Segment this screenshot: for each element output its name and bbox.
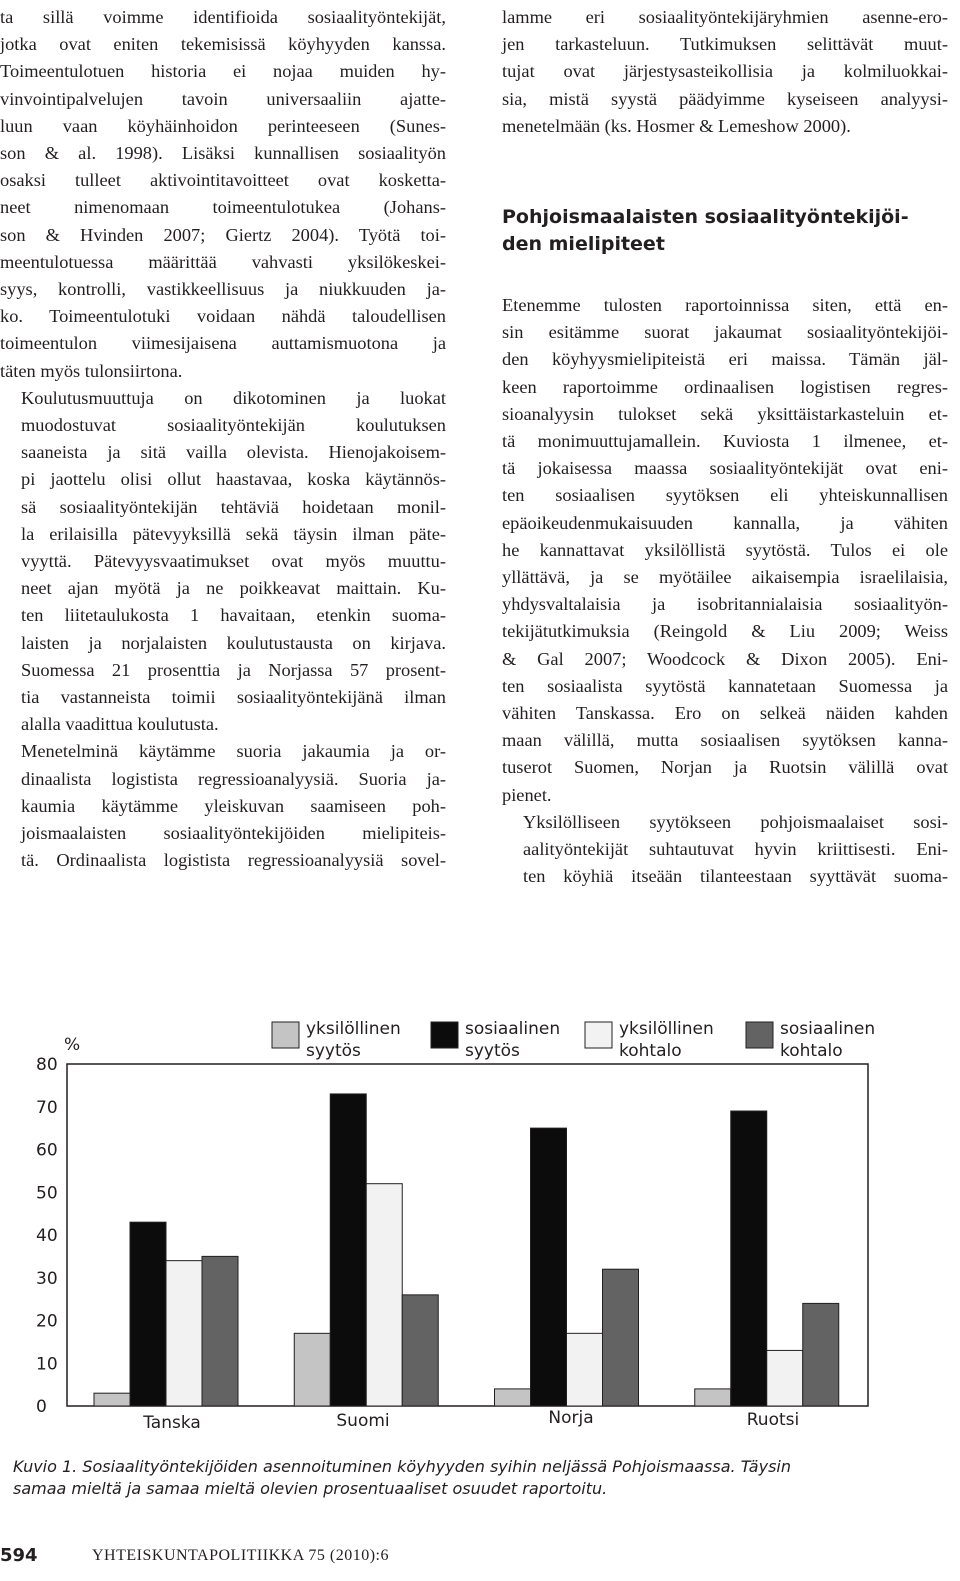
x-tick-label: Ruotsi (746, 1410, 800, 1430)
text-line: & Gal 2007; Woodcock & Dixon 2005). Eni- (502, 648, 948, 669)
text-line: menetelmään (ks. Hosmer & Lemeshow 2000). (502, 115, 851, 136)
text-line: luun vaan köyhäinhoidon perinteeseen (Sunes- (0, 115, 446, 136)
text-line: maan välillä, mutta sosiaalisen syytöksen kanna- (502, 730, 948, 751)
legend-swatch (585, 1022, 612, 1048)
x-tick-label: Suomi (336, 1411, 390, 1431)
text-line: pi jaottelu olisi ollut haastavaa, koska käytännös- (21, 469, 446, 490)
x-tick-label: Tanska (143, 1413, 201, 1433)
text-line: joismaalaisten sosiaalityöntekijöiden mielipiteis- (21, 823, 446, 844)
bar (330, 1094, 366, 1406)
text-line: pienet. (502, 784, 552, 805)
text-line: epäoikeudenmukaisuuden kannalla, ja vähiten (502, 512, 948, 533)
right-column (502, 4, 948, 140)
page-footer (0, 1545, 960, 1573)
paragraph (0, 738, 446, 874)
text-line: osaksi tulleet aktivointitavoitteet ovat kosketta- (0, 170, 446, 191)
text-line: keen raportoimme ordinaalisen logistisen regres- (502, 376, 948, 397)
text-line: tia vastanneista toimii sosiaalityöntekijänä ilman (21, 687, 446, 708)
text-line: son & Hvinden 2007; Giertz 2004). Työtä toi- (0, 224, 446, 245)
legend-label: syytös (306, 1041, 361, 1061)
text-line: saaneista ja sitä vailla olevista. Hienojakoisem- (21, 442, 446, 463)
text-line: ten sosiaalisen syytöksen eli yhteiskunnallisen (502, 485, 948, 506)
text-line: tä monimuuttujamallein. Kuviosta 1 ilmenee, et- (502, 431, 948, 452)
text-line: Yksilölliseen syytökseen pohjoismaalaiset sosi- (523, 811, 948, 832)
bar (202, 1256, 238, 1406)
text-line: Menetelminä käytämme suoria jakaumia ja or- (21, 741, 446, 762)
bar (567, 1333, 603, 1406)
y-tick-label: 10 (36, 1354, 58, 1375)
text-line: vyyttä. Pätevyysvaatimukset ovat myös muuttu- (21, 551, 446, 572)
text-line: sioanalyysin tulokset sekä yksittäistarkasteluin et- (502, 403, 948, 424)
bar (402, 1295, 438, 1406)
text-line: la erilaisilla pätevyyksillä sekä täysin ilman päte- (21, 523, 446, 544)
text-line: tekijätutkimuksia (Reingold & Liu 2009; Weiss (502, 621, 948, 642)
caption-line: samaa mieltä ja samaa mieltä olevien prosentuaaliset osuudet raportoitu. (13, 1479, 608, 1498)
y-tick-label: 50 (36, 1183, 58, 1204)
bar (94, 1393, 130, 1406)
paragraph (502, 809, 948, 891)
text-line: sin esitämme suorat jakaumat sosiaalityöntekijöi- (502, 322, 948, 343)
text-line: den köyhyysmielipiteistä eri maissa. Tämän jäl- (502, 349, 948, 370)
text-line: vähiten Tanskassa. Ero on selkeä näiden kahden (502, 703, 948, 724)
text-line: Etenemme tulosten raportoinnissa siten, että en- (502, 295, 948, 315)
text-line: sä sosiaalityöntekijän tehtäviä hoidetaan monil- (21, 496, 446, 517)
legend-label: kohtalo (619, 1041, 682, 1061)
heading-line: Pohjoismaalaisten sosiaalityöntekijöi- (502, 206, 909, 228)
text-line: tuserot Suomen, Norjan ja Ruotsin välillä ovat (502, 757, 948, 778)
y-tick-label: 70 (36, 1097, 58, 1118)
legend-label: kohtalo (780, 1041, 843, 1061)
journal-name: YHTEISKUNTAPOLITIIKKA 75 (2010):6 (92, 1547, 389, 1564)
legend-label: sosiaalinen (780, 1019, 876, 1039)
text-line: aalityöntekijät suhtautuvat hyvin kriittisesti. Eni- (523, 839, 948, 860)
bar (531, 1128, 567, 1406)
text-line: tä. Ordinaalista logistista regressioanalyysiä sovel- (21, 850, 446, 871)
text-line: syys, kontrolli, vastikkeellisuus ja niukkuuden ja- (0, 279, 446, 300)
bar (767, 1350, 803, 1406)
bar (731, 1111, 767, 1406)
legend-swatch (746, 1022, 773, 1048)
legend-label: yksilöllinen (306, 1019, 401, 1039)
bar (294, 1333, 330, 1406)
paragraph (0, 4, 446, 385)
legend-label: yksilöllinen (619, 1019, 714, 1039)
text-line: ta sillä voimme identifioida sosiaalityöntekijät, (0, 7, 446, 27)
section-heading (502, 204, 960, 258)
text-line: tujat ovat järjestysasteikollisia ja kolmiluokkai- (502, 61, 948, 82)
y-tick-label: 60 (36, 1140, 58, 1161)
text-line: sia, mistä syystä päädyimme kyseiseen analyysi- (502, 88, 948, 109)
text-line: tä jokaisessa maassa sosiaalityöntekijät ovat eni- (502, 458, 948, 479)
caption-line: Kuvio 1. Sosiaalityöntekijöiden asennoituminen köyhyyden syihin neljässä Pohjoismaassa. Täysin (13, 1457, 791, 1476)
text-line: yhdysvaltalaisia ja isobritannialaisia sosiaalityön- (502, 594, 948, 615)
text-line: toimeentulon viimesijaisena auttamismuotona ja (0, 333, 446, 354)
left-column (0, 4, 446, 875)
text-line: vinvointipalvelujen tavoin universaaliin ajatte- (0, 88, 446, 109)
y-tick-label: 80 (36, 1055, 58, 1075)
text-line: jotka ovat eniten tekemisissä köyhyyden kanssa. (0, 34, 446, 55)
heading-line: den mielipiteet (502, 233, 665, 255)
text-line: muodostuvat sosiaalityöntekijän koulutuksen (21, 415, 446, 436)
text-line: jen tarkasteluun. Tutkimuksen selittävät muut- (502, 34, 948, 55)
text-line: dinaalista logistista regressioanalyysiä. Suoria ja- (21, 768, 446, 789)
x-tick-label: Norja (548, 1408, 594, 1428)
text-line: kaumia käytämme yleiskuvan saamiseen poh- (21, 795, 446, 816)
y-tick-label: 40 (36, 1226, 58, 1246)
text-line: laisten ja norjalaisten koulutustausta on kirjava. (21, 632, 446, 653)
figure-caption (13, 1456, 958, 1500)
text-line: yllättävä, ja se myötäilee aikaisempia israelilaisia, (502, 567, 948, 588)
paragraph (502, 4, 948, 140)
y-tick-label: 20 (36, 1311, 58, 1332)
bar (695, 1389, 731, 1406)
text-line: Suomessa 21 prosenttia ja Norjassa 57 prosent- (21, 659, 446, 680)
text-line: Toimeentulotuen historia ei nojaa muiden hy- (0, 61, 446, 82)
page-number: 594 (0, 1545, 38, 1566)
y-axis-label: % (64, 1035, 81, 1055)
text-line: ten liitetaulukosta 1 havaitaan, etenkin suoma- (21, 605, 446, 626)
text-line: täten myös tulonsiirtona. (0, 360, 183, 381)
text-line: ten sosiaalista syytöstä kannatetaan Suomessa ja (502, 675, 948, 696)
bar (495, 1389, 531, 1406)
bar (366, 1184, 402, 1406)
bar (166, 1261, 202, 1406)
text-line: meentulotuessa määrittää vahvasti yksilökeskei- (0, 251, 446, 272)
text-line: neet ajan myötä ja ne poikkeavat maittain. Ku- (21, 578, 446, 599)
bar (130, 1222, 166, 1406)
right-column-body (502, 292, 948, 890)
legend-label: syytös (465, 1041, 520, 1061)
text-line: son & al. 1998). Lisäksi kunnallisen sosiaalityön (0, 143, 446, 164)
y-tick-label: 30 (36, 1268, 58, 1289)
text-line: he kannattavat yksilöllistä syytöstä. Tulos ei ole (502, 539, 948, 560)
bar (603, 1269, 639, 1406)
text-line: Koulutusmuuttuja on dikotominen ja luokat (21, 387, 446, 408)
paragraph (0, 385, 446, 739)
text-line: lamme eri sosiaalityöntekijäryhmien asenne-ero- (502, 7, 948, 27)
legend-label: sosiaalinen (465, 1019, 561, 1039)
legend-swatch (431, 1022, 458, 1048)
legend-swatch (272, 1022, 299, 1048)
text-line: neet nimenomaan toimeentulotukea (Johans- (0, 197, 446, 218)
y-tick-label: 0 (36, 1397, 47, 1417)
bar-chart (0, 1000, 960, 1455)
paragraph (502, 292, 948, 809)
text-line: ko. Toimeentulotuki voidaan nähdä taloudellisen (0, 306, 446, 327)
text-line: alalla vaadittua koulutusta. (21, 714, 219, 735)
text-line: ten köyhiä itseään tilanteestaan syyttävät suoma- (523, 866, 948, 887)
bar (803, 1303, 839, 1406)
